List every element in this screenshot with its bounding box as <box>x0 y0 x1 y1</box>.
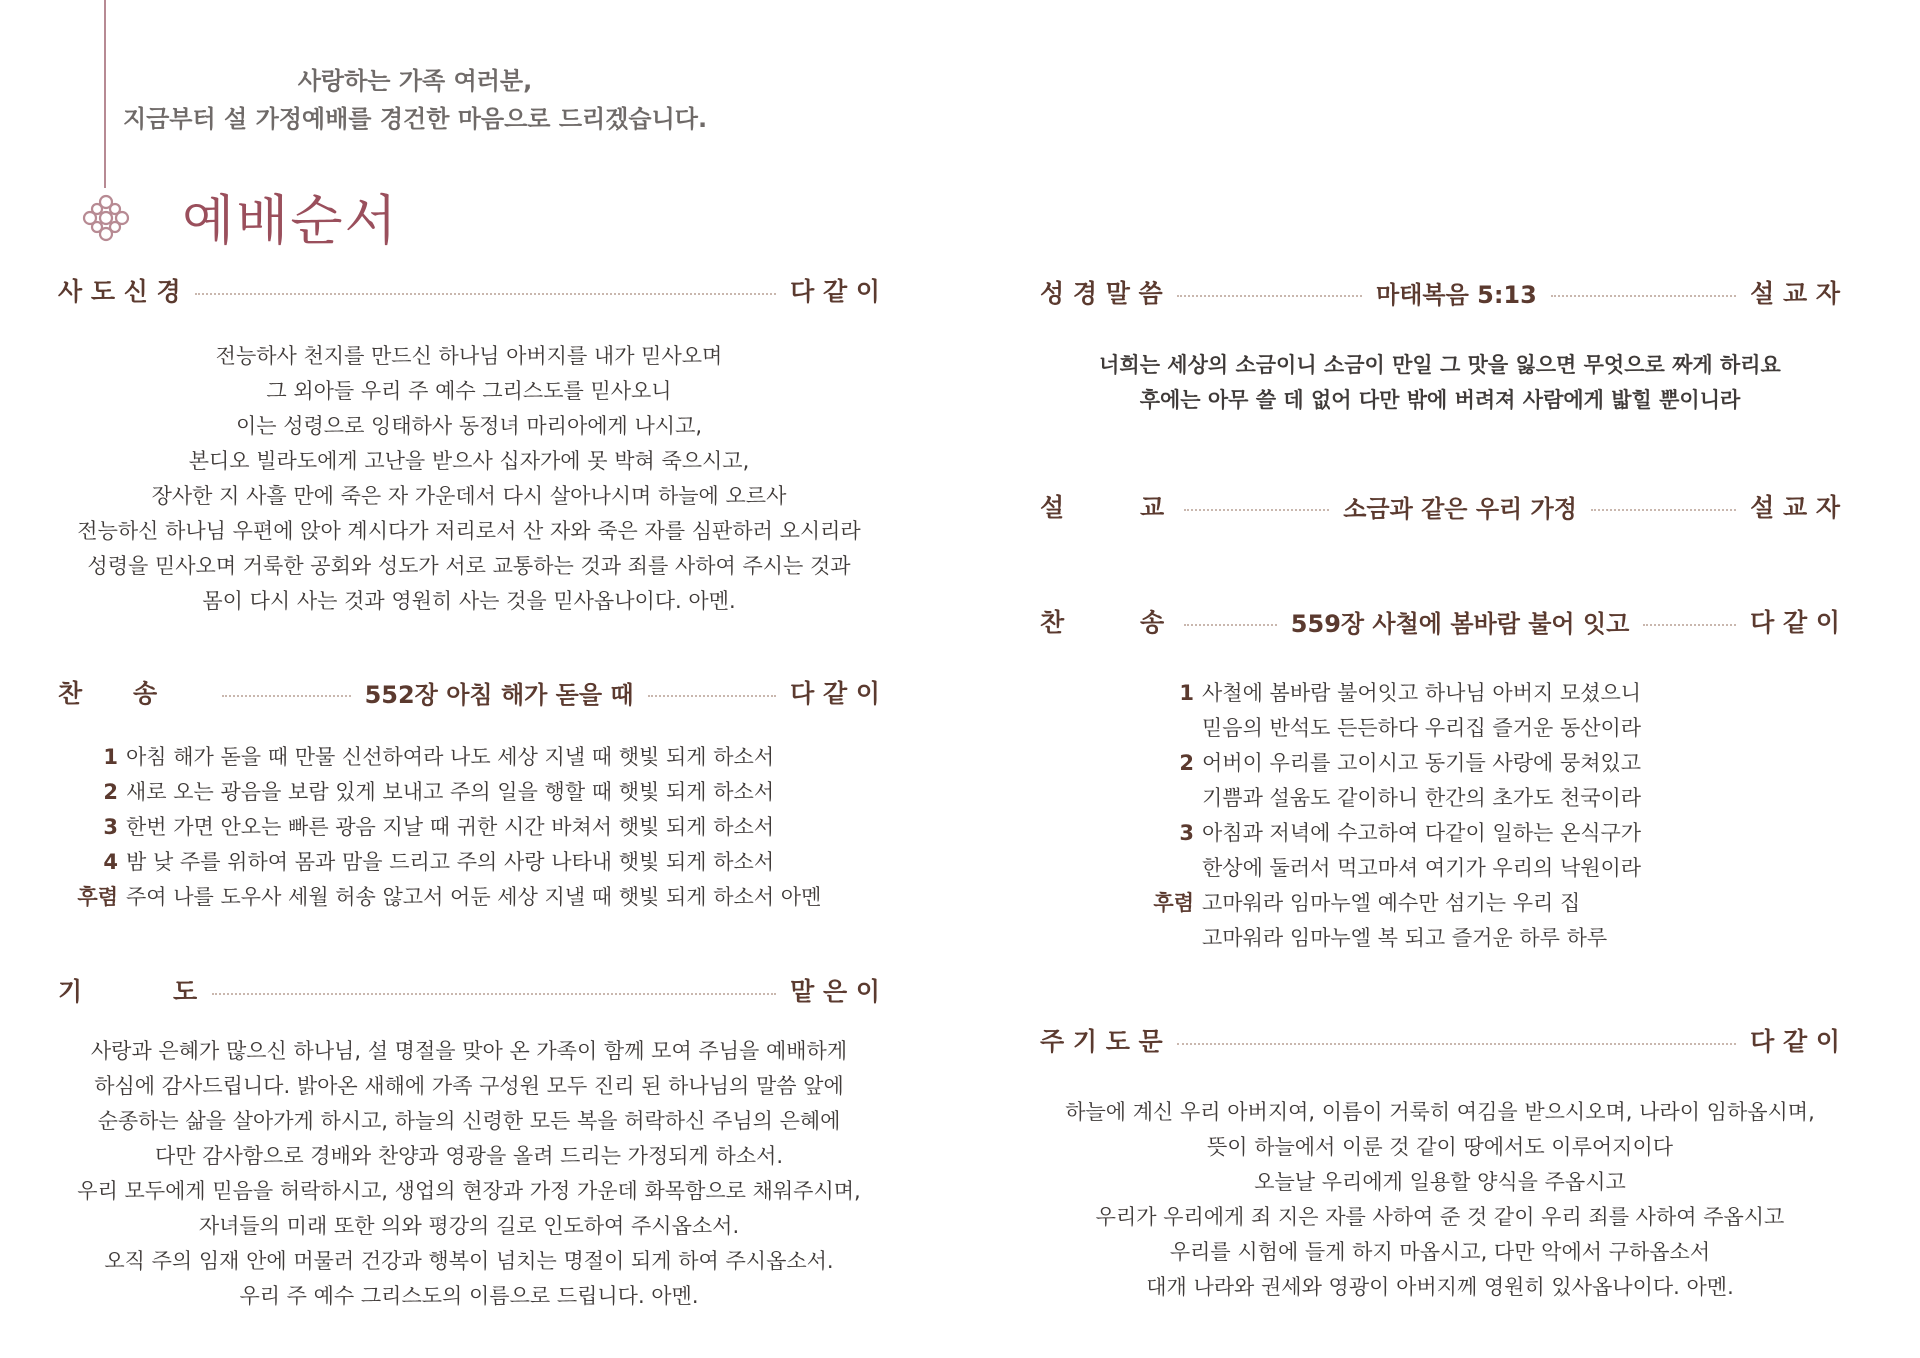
dotted-leader <box>1177 1043 1736 1045</box>
sermon-title: 소금과 같은 우리 가정 <box>1343 494 1577 523</box>
section-leader: 설 교 자 <box>1750 279 1840 308</box>
verse-number: 1 <box>1179 681 1194 705</box>
verse-text: 사철에 봄바람 불어잇고 하나님 아버지 모셨으니 <box>1202 681 1642 705</box>
lords-prayer-line: 대개 나라와 권세와 영광이 아버지께 영원히 있사옵나이다. 아멘. <box>1146 1275 1734 1299</box>
section-leader: 다 같 이 <box>790 679 881 708</box>
creed-line: 본디오 빌라도에게 고난을 받으사 십자가에 못 박혀 죽으시고, <box>188 449 750 473</box>
section-label: 설 교 <box>1040 493 1165 522</box>
hymn-verses-right <box>1140 676 1840 956</box>
verse-number: 후렴 <box>77 885 118 909</box>
prayer-line: 오직 주의 임재 안에 머물러 건강과 행복이 넘치는 명절이 되게 하여 주시옵소서. <box>104 1249 834 1273</box>
verse-text: 아침 해가 돋을 때 만물 신선하여라 나도 세상 지낼 때 햇빛 되게 하소서 <box>126 745 775 769</box>
creed-heading <box>58 270 880 310</box>
dotted-leader <box>1184 624 1277 626</box>
hymn-verse <box>1140 816 1840 851</box>
scripture-heading <box>1040 272 1840 312</box>
creed-line: 전능하사 천지를 만드신 하나님 아버지를 내가 믿사오며 <box>215 344 723 368</box>
verse-number: 4 <box>103 850 118 874</box>
dotted-leader <box>1551 295 1736 297</box>
lords-prayer-line: 뜻이 하늘에서 이룬 것 같이 땅에서도 이루어지이다 <box>1206 1135 1674 1159</box>
lords-prayer-line: 오늘날 우리에게 일용할 양식을 주옵시고 <box>1254 1170 1626 1194</box>
creed-line: 그 외아들 우리 주 예수 그리스도를 믿사오니 <box>266 379 672 403</box>
intro-line: 지금부터 설 가정예배를 경건한 마음으로 드리겠습니다. <box>122 105 708 133</box>
hymn-verse <box>70 775 880 810</box>
creed-line: 전능하신 하나님 우편에 앉아 계시다가 저리로서 산 자와 죽은 자를 심판하러 오시리라 <box>77 519 861 543</box>
sermon-heading <box>1040 486 1840 526</box>
hymn-heading-left <box>58 672 880 712</box>
verse-number: 2 <box>1179 751 1194 775</box>
verse-text: 밤 낮 주를 위하여 몸과 맘을 드리고 주의 사랑 나타내 햇빛 되게 하소서 <box>126 850 775 874</box>
creed-line: 장사한 지 사흘 만에 죽은 자 가운데서 다시 살아나시며 하늘에 오르사 <box>151 484 787 508</box>
prayer-line: 다만 감사함으로 경배와 찬양과 영광을 올려 드리는 가정되게 하소서. <box>154 1144 784 1168</box>
section-label: 기 도 <box>58 977 198 1006</box>
dotted-leader <box>195 293 776 295</box>
lords-prayer-line: 우리를 시험에 들게 하지 마옵시고, 다만 악에서 구하옵소서 <box>1169 1240 1711 1264</box>
lords-prayer-text <box>1040 1095 1840 1305</box>
scripture-reference: 마태복음 5:13 <box>1376 280 1537 309</box>
intro-line: 사랑하는 가족 여러분, <box>297 67 533 95</box>
prayer-line: 자녀들의 미래 또한 의와 평강의 길로 인도하여 주시옵소서. <box>198 1214 740 1238</box>
creed-line: 몸이 다시 사는 것과 영원히 사는 것을 믿사옵나이다. 아멘. <box>202 589 736 613</box>
dotted-leader <box>1643 624 1736 626</box>
hymn-verse <box>70 845 880 880</box>
hymn-title: 559장 사철에 봄바람 불어 잇고 <box>1290 609 1630 638</box>
dotted-leader <box>212 993 776 995</box>
intro-text <box>100 62 730 138</box>
knot-ornament-icon <box>78 190 134 246</box>
hymn-verse <box>1140 676 1840 711</box>
dotted-leader <box>222 695 351 697</box>
lords-prayer-line: 하늘에 계신 우리 아버지여, 이름이 거룩히 여김을 받으시오며, 나라이 임하옵시며, <box>1065 1100 1815 1124</box>
hymn-verse <box>1140 781 1840 816</box>
dotted-leader <box>1177 295 1362 297</box>
section-leader: 설 교 자 <box>1750 493 1840 522</box>
section-leader: 다 같 이 <box>1750 608 1840 637</box>
verse-text: 고마워라 임마누엘 예수만 섬기는 우리 집 <box>1202 891 1581 915</box>
prayer-text <box>58 1034 880 1314</box>
dotted-leader <box>648 695 777 697</box>
dotted-leader <box>1184 509 1329 511</box>
prayer-line: 순종하는 삶을 살아가게 하시고, 하늘의 신령한 모든 복을 허락하신 주님의 은혜에 <box>97 1109 841 1133</box>
verse-text: 어버이 우리를 고이시고 동기들 사랑에 뭉쳐있고 <box>1202 751 1642 775</box>
section-label: 성 경 말 씀 <box>1040 279 1163 308</box>
verse-text: 주여 나를 도우사 세월 허송 않고서 어둔 세상 지낼 때 햇빛 되게 하소서 아멘 <box>126 885 822 909</box>
verse-number <box>1140 781 1194 816</box>
prayer-heading <box>58 970 880 1010</box>
hymn-verse <box>1140 746 1840 781</box>
verse-text: 한번 가면 안오는 빠른 광음 지날 때 귀한 시간 바쳐서 햇빛 되게 하소서 <box>126 815 775 839</box>
hymn-verse <box>70 740 880 775</box>
verse-number <box>1140 711 1194 746</box>
verse-number: 3 <box>103 815 118 839</box>
hymn-verse <box>70 810 880 845</box>
section-label: 찬 송 <box>1040 608 1165 637</box>
prayer-line: 우리 주 예수 그리스도의 이름으로 드립니다. 아멘. <box>239 1284 699 1308</box>
creed-text <box>58 339 880 619</box>
hymn-heading-right <box>1040 601 1840 641</box>
hymn-title: 552장 아침 해가 돋을 때 <box>364 680 634 709</box>
hymn-verse <box>1140 921 1840 956</box>
verse-text: 새로 오는 광음을 보람 있게 보내고 주의 일을 행할 때 햇빛 되게 하소서 <box>126 780 775 804</box>
lords-prayer-line: 우리가 우리에게 죄 지은 자를 사하여 준 것 같이 우리 죄를 사하여 주옵시고 <box>1095 1205 1785 1229</box>
hymn-verses-left <box>70 740 880 915</box>
hymn-verse <box>1140 851 1840 886</box>
section-label: 주 기 도 문 <box>1040 1027 1163 1056</box>
verse-number: 후렴 <box>1153 891 1194 915</box>
verse-number <box>1140 851 1194 886</box>
creed-line: 이는 성령으로 잉태하사 동정녀 마리아에게 나시고, <box>235 414 703 438</box>
section-leader: 다 같 이 <box>1750 1027 1840 1056</box>
verse-text: 아침과 저녁에 수고하여 다같이 일하는 온식구가 <box>1202 821 1642 845</box>
dotted-leader <box>1591 509 1736 511</box>
prayer-line: 사랑과 은혜가 많으신 하나님, 설 명절을 맞아 온 가족이 함께 모여 주님을 예배하게 <box>90 1039 848 1063</box>
hymn-verse <box>1140 886 1840 921</box>
hymn-verse <box>1140 711 1840 746</box>
verse-text: 고마워라 임마누엘 복 되고 즐거운 하루 하루 <box>1202 926 1608 950</box>
verse-text: 믿음의 반석도 든든하다 우리집 즐거운 동산이라 <box>1202 716 1642 740</box>
verse-text: 기쁨과 설움도 같이하니 한간의 초가도 천국이라 <box>1202 786 1642 810</box>
prayer-line: 우리 모두에게 믿음을 허락하시고, 생업의 현장과 가정 가운데 화목함으로 채워주시며, <box>77 1179 861 1203</box>
scripture-text <box>1040 348 1840 418</box>
creed-line: 성령을 믿사오며 거룩한 공회와 성도가 서로 교통하는 것과 죄를 사하여 주시는 것과 <box>87 554 851 578</box>
section-leader: 다 같 이 <box>790 277 880 306</box>
hymn-verse <box>70 880 880 915</box>
section-label: 찬 송 <box>58 679 158 708</box>
section-leader: 맡 은 이 <box>790 977 880 1006</box>
lords-prayer-heading <box>1040 1020 1840 1060</box>
scripture-line: 후에는 아무 쓸 데 없어 다만 밖에 버려져 사람에게 밟힐 뿐이니라 <box>1139 388 1741 412</box>
page-title: 예배순서 <box>182 189 399 252</box>
verse-number: 1 <box>103 745 118 769</box>
verse-number <box>1140 921 1194 956</box>
verse-number: 2 <box>103 780 118 804</box>
prayer-line: 하심에 감사드립니다. 밝아온 새해에 가족 구성원 모두 진리 된 하나님의 말씀 앞에 <box>94 1074 844 1098</box>
verse-number: 3 <box>1179 821 1194 845</box>
verse-text: 한상에 둘러서 먹고마셔 여기가 우리의 낙원이라 <box>1202 856 1642 880</box>
section-label: 사 도 신 경 <box>58 277 181 306</box>
scripture-line: 너희는 세상의 소금이니 소금이 만일 그 맛을 잃으면 무엇으로 짜게 하리요 <box>1099 353 1781 377</box>
